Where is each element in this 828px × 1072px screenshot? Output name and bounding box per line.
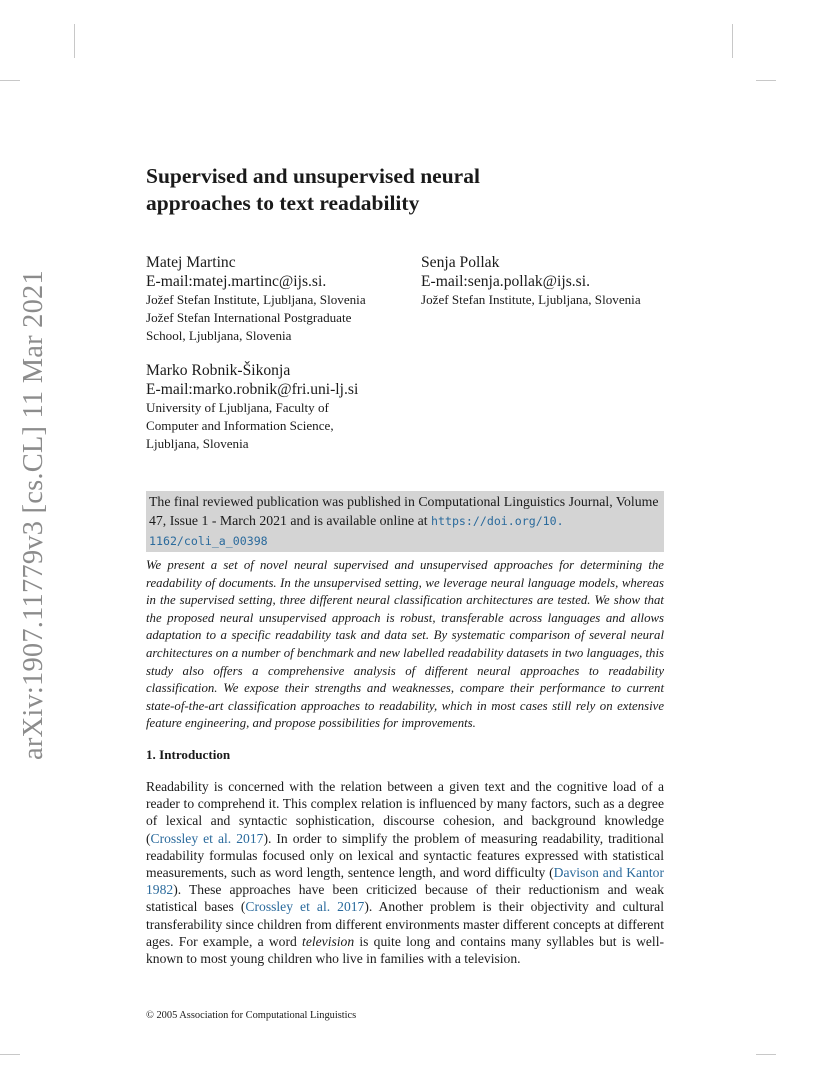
author-block-pollak bbox=[421, 253, 641, 309]
crop-mark bbox=[0, 1054, 20, 1055]
notice-text: The final reviewed publication was published in Computational Linguistics Journal, Volume 47, Issue 1 - March 2021 and is available online at bbox=[149, 494, 659, 528]
publication-notice bbox=[146, 491, 664, 552]
arxiv-identifier: arXiv:1907.11779v3 [cs.CL] 11 Mar 2021 bbox=[18, 270, 49, 760]
author-affiliation: Jožef Stefan Institute, Ljubljana, Slovenia bbox=[146, 292, 366, 307]
paper-title bbox=[146, 163, 566, 217]
text-run: Readability is concerned with the relation between a given text and the cognitive load of a reader to comprehend it. This complex relation is influenced by many factors, such as a degree of lexical and syntactic sophistication, discourse cohesion, and background knowledge ( bbox=[146, 779, 664, 846]
crop-mark bbox=[756, 80, 776, 81]
doi-link[interactable]: https://doi.org/10. bbox=[431, 514, 564, 528]
author-block-martinc bbox=[146, 253, 366, 345]
author-block-robnik bbox=[146, 361, 358, 453]
author-affiliation: School, Ljubljana, Slovenia bbox=[146, 328, 292, 343]
crop-mark bbox=[0, 80, 20, 81]
author-email[interactable]: E-mail:matej.martinc@ijs.si. bbox=[146, 273, 327, 290]
abstract: We present a set of novel neural supervised and unsupervised approaches for determining the readability of documents. In the unsupervised setting, we leverage neural language models, whereas in the supervised setting, three different neural classification architectures are tested. We show that the proposed neural unsupervised approach is robust, transferable across languages and allows adaptation to a specific readability task and data set. By systematic comparison of several neural architectures on a number of benchmark and new labelled readability datasets in two languages, this study also offers a comprehensive analysis of different neural approaches to readability classification. We expose their strengths and weaknesses, compare their performance to current state-of-the-art classification approaches to readability, which in most cases still rely on extensive feature engineering, and propose possibilities for improvements. bbox=[146, 558, 664, 731]
crop-mark bbox=[74, 24, 75, 58]
author-affiliation: University of Ljubljana, Faculty of bbox=[146, 400, 329, 415]
text-run: is quite long and contains many syllables but is well-known to most young children who live in families with a television. bbox=[146, 933, 664, 967]
text-run: ). Another problem is their objectivity and cultural transferability since children from different environments master different concepts at different ages. For example, a word bbox=[146, 899, 664, 949]
text-run: ). These approaches have been criticized because of their reductionism and weak statistical bases ( bbox=[146, 882, 664, 915]
author-affiliation: Ljubljana, Slovenia bbox=[146, 436, 249, 451]
citation-link[interactable]: Crossley et al. 2017 bbox=[150, 830, 264, 846]
copyright-footer: © 2005 Association for Computational Linguistics bbox=[146, 1010, 357, 1021]
citation-link[interactable]: Crossley et al. 2017 bbox=[245, 899, 365, 915]
author-email[interactable]: E-mail:senja.pollak@ijs.si. bbox=[421, 273, 590, 290]
author-name: Matej Martinc bbox=[146, 254, 236, 271]
citation-link[interactable]: Davison and Kantor 1982 bbox=[146, 865, 664, 898]
doi-link-continued[interactable]: 1162/coli_a_00398 bbox=[149, 534, 268, 548]
title-line: Supervised and unsupervised neural bbox=[146, 164, 480, 188]
author-name: Marko Robnik-Šikonja bbox=[146, 362, 291, 379]
section-heading: 1. Introduction bbox=[146, 747, 231, 762]
title-line: approaches to text readability bbox=[146, 191, 420, 215]
author-affiliation: Computer and Information Science, bbox=[146, 418, 334, 433]
author-name: Senja Pollak bbox=[421, 254, 500, 271]
author-affiliation: Jožef Stefan Institute, Ljubljana, Slovenia bbox=[421, 292, 641, 307]
author-affiliation: Jožef Stefan International Postgraduate bbox=[146, 310, 352, 325]
crop-mark bbox=[732, 24, 733, 58]
intro-paragraph bbox=[146, 778, 664, 967]
emphasis-term: television bbox=[302, 933, 355, 949]
crop-mark bbox=[756, 1054, 776, 1055]
author-email[interactable]: E-mail:marko.robnik@fri.uni-lj.si bbox=[146, 381, 359, 398]
text-run: ). In order to simplify the problem of measuring readability, traditional readability formulas focused only on lexical and syntactic features expressed with statistical measurements, such as word length, sentence length, and word difficulty ( bbox=[146, 830, 665, 881]
